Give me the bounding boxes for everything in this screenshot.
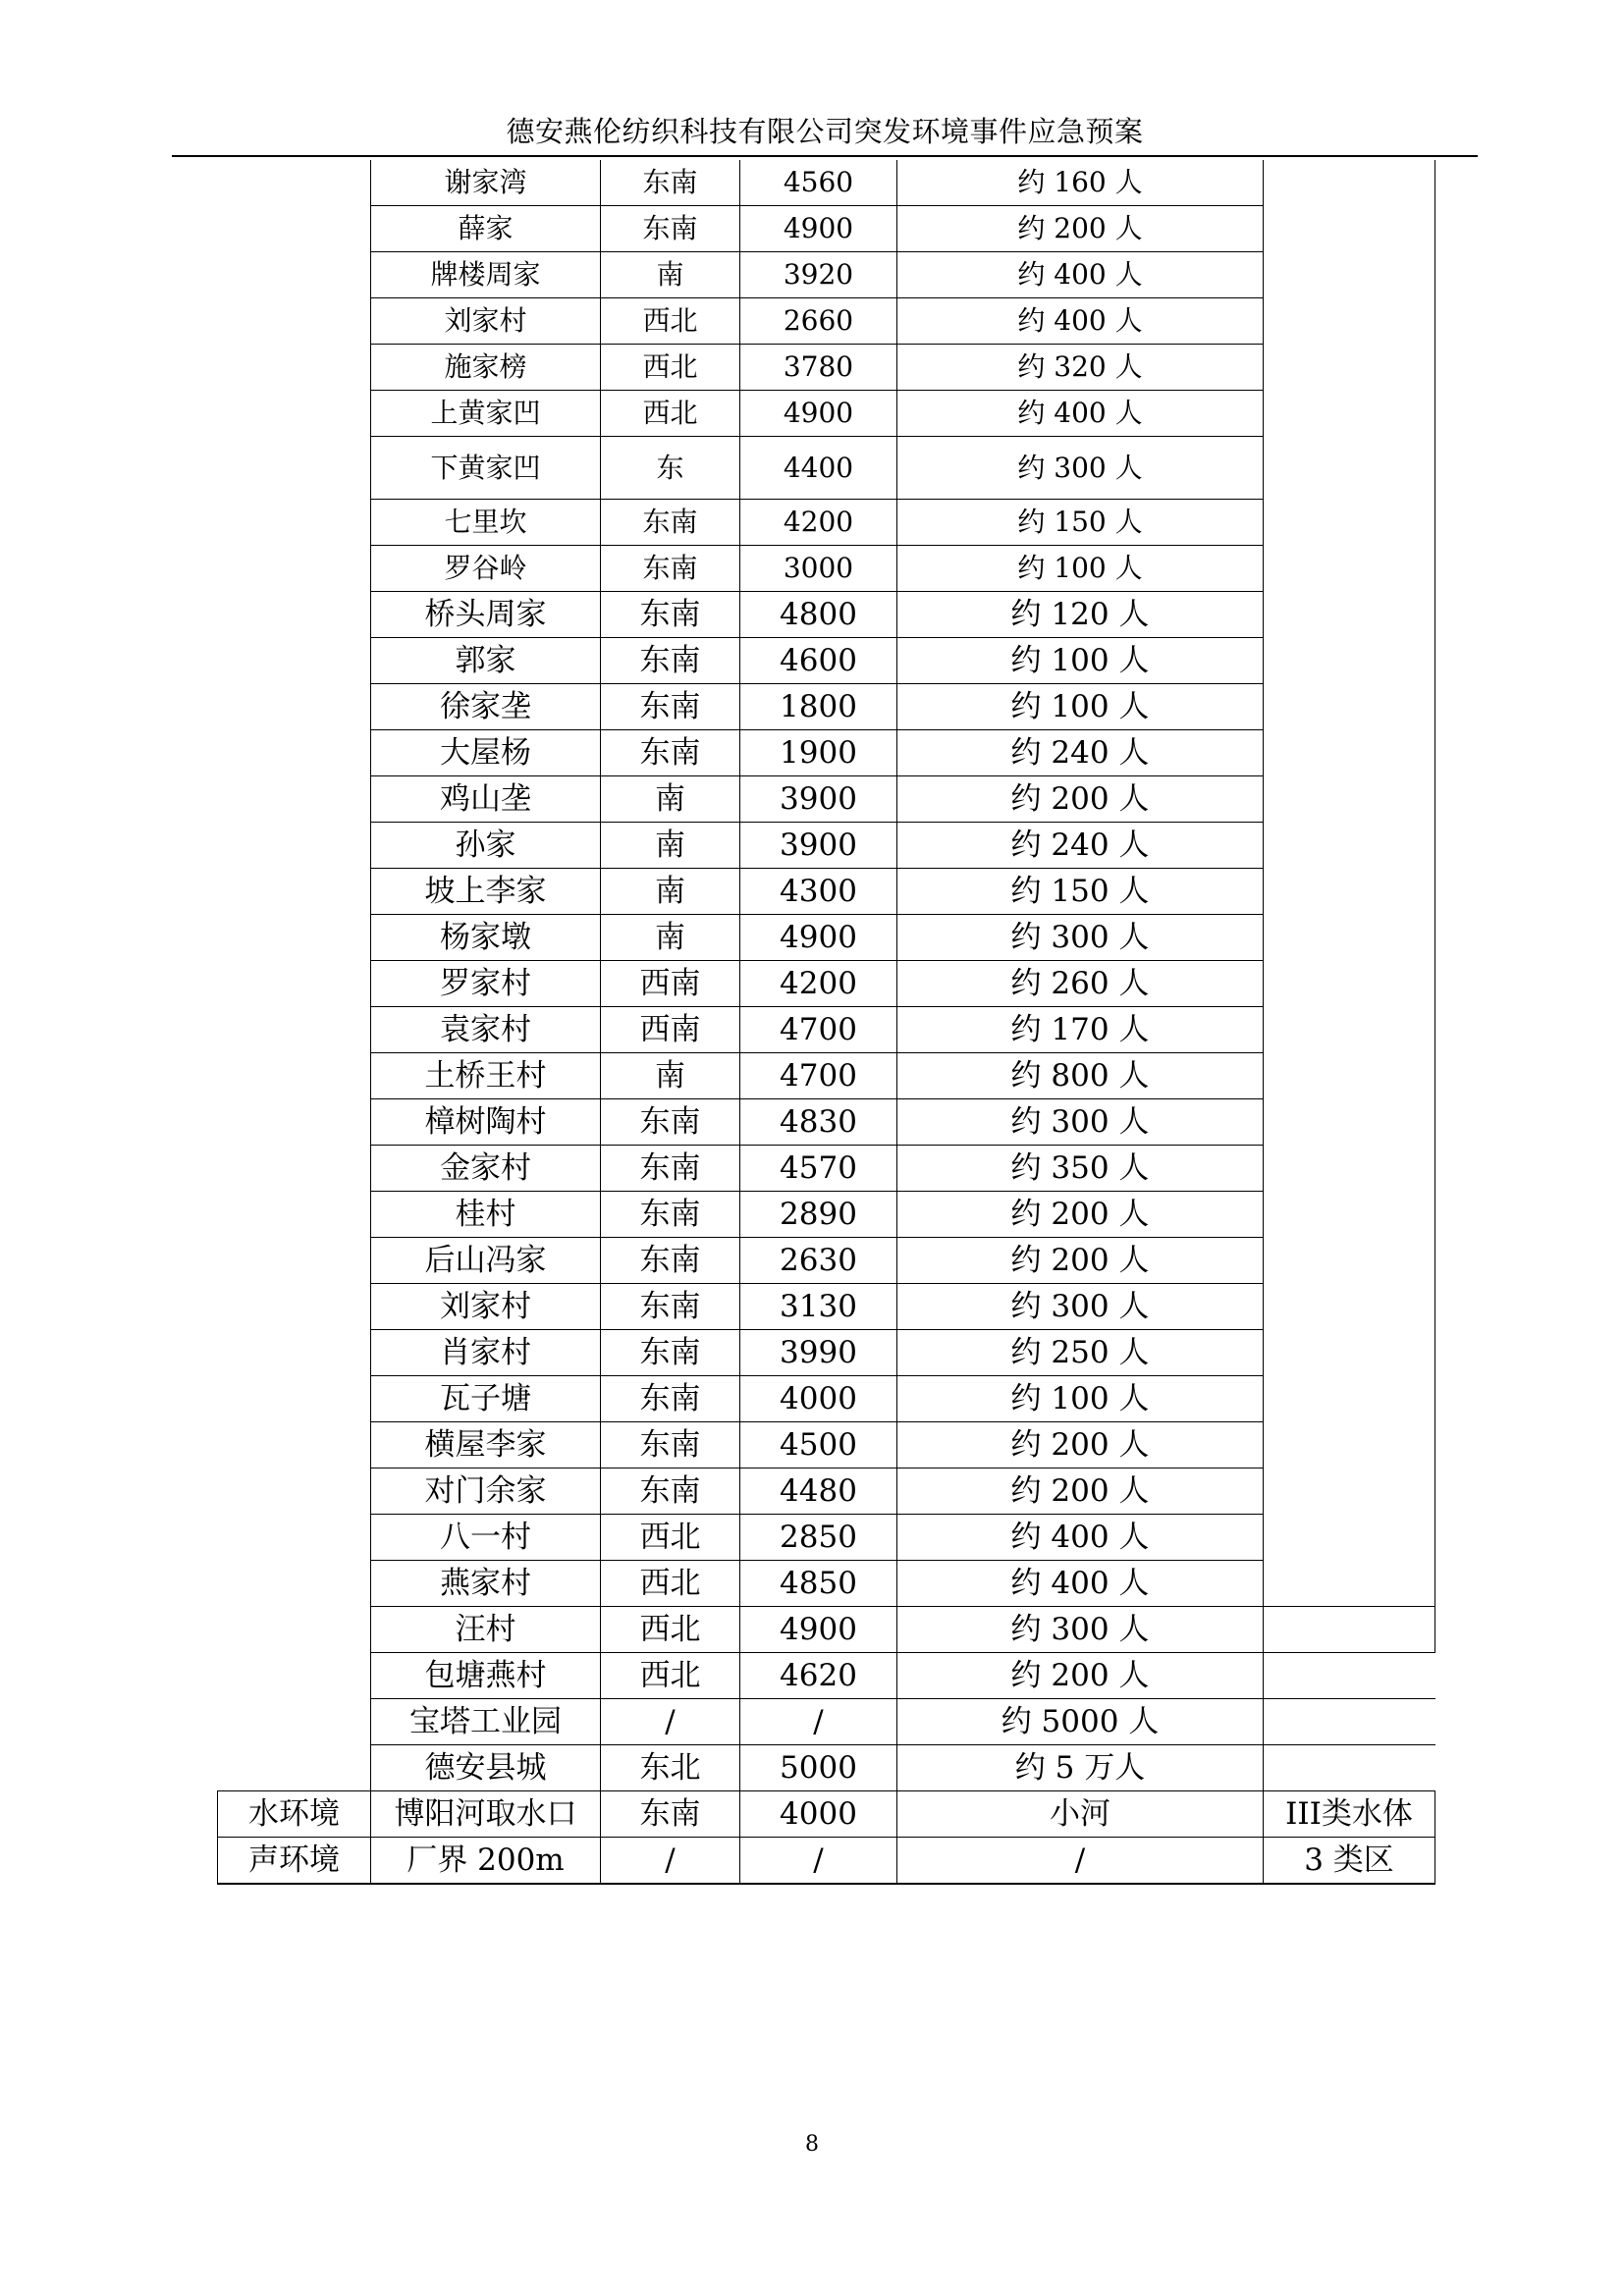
target-name-cell: 对门余家: [371, 1468, 601, 1515]
target-name-cell: 后山冯家: [371, 1238, 601, 1284]
distance-cell: 3920: [740, 252, 897, 298]
scale-cell: 约 200 人: [897, 1468, 1264, 1515]
category-cell-empty: [218, 961, 371, 1007]
distance-cell: 4850: [740, 1561, 897, 1607]
scale-cell: 约 300 人: [897, 1607, 1264, 1653]
category-cell-empty: [218, 592, 371, 638]
category-cell-empty: [218, 298, 371, 345]
table-body: [218, 160, 1435, 1884]
standard-cell-empty: [1264, 1468, 1435, 1515]
table-row: [218, 546, 1435, 592]
target-name-cell: 袁家村: [371, 1007, 601, 1053]
distance-cell: /: [740, 1699, 897, 1745]
table-row: [218, 1146, 1435, 1192]
direction-cell: 南: [601, 252, 740, 298]
distance-cell: 4620: [740, 1653, 897, 1699]
category-cell-empty: [218, 684, 371, 730]
standard-cell-empty: [1264, 638, 1435, 684]
direction-cell: 南: [601, 915, 740, 961]
table-row: [218, 1653, 1435, 1699]
distance-cell: 3900: [740, 823, 897, 869]
direction-cell: 南: [601, 869, 740, 915]
direction-cell: 东南: [601, 500, 740, 546]
standard-cell-empty: [1264, 1284, 1435, 1330]
scale-cell: 约 150 人: [897, 500, 1264, 546]
target-name-cell: 厂界 200m: [371, 1838, 601, 1885]
category-cell: 声环境: [218, 1838, 371, 1885]
standard-cell-empty: [1264, 730, 1435, 776]
scale-cell: 约 200 人: [897, 1238, 1264, 1284]
scale-cell: 约 250 人: [897, 1330, 1264, 1376]
direction-cell: 东南: [601, 160, 740, 206]
distance-cell: 4700: [740, 1053, 897, 1099]
standard-cell-empty: [1264, 1330, 1435, 1376]
target-name-cell: 谢家湾: [371, 160, 601, 206]
distance-cell: 1800: [740, 684, 897, 730]
standard-cell-empty: [1264, 298, 1435, 345]
scale-cell: 约 100 人: [897, 546, 1264, 592]
distance-cell: 2890: [740, 1192, 897, 1238]
table-row: [218, 1007, 1435, 1053]
page-number: 8: [805, 2132, 819, 2157]
distance-cell: 4560: [740, 160, 897, 206]
standard-cell-empty: [1264, 206, 1435, 252]
standard-cell: III类水体: [1264, 1791, 1435, 1838]
direction-cell: /: [601, 1838, 740, 1885]
distance-cell: 2660: [740, 298, 897, 345]
category-cell-empty: [218, 546, 371, 592]
direction-cell: 东南: [601, 1284, 740, 1330]
target-name-cell: 包塘燕村: [371, 1653, 601, 1699]
distance-cell: 3990: [740, 1330, 897, 1376]
target-name-cell: 肖家村: [371, 1330, 601, 1376]
table-row: [218, 1607, 1435, 1653]
table-row: [218, 869, 1435, 915]
table-row: [218, 915, 1435, 961]
direction-cell: 西北: [601, 298, 740, 345]
distance-cell: 4000: [740, 1376, 897, 1422]
scale-cell: 约 400 人: [897, 391, 1264, 437]
standard-cell-empty: [1264, 961, 1435, 1007]
distance-cell: 4500: [740, 1422, 897, 1468]
standard-cell-empty: [1264, 345, 1435, 391]
standard-cell-empty: [1264, 869, 1435, 915]
category-cell-empty: [218, 915, 371, 961]
scale-cell: 约 5000 人: [897, 1699, 1264, 1745]
category-cell-empty: [218, 823, 371, 869]
target-name-cell: 下黄家凹: [371, 437, 601, 500]
direction-cell: 东南: [601, 1330, 740, 1376]
category-cell-empty: [218, 1330, 371, 1376]
category-cell-empty: [218, 252, 371, 298]
category-cell-empty: [218, 1238, 371, 1284]
scale-cell: 约 800 人: [897, 1053, 1264, 1099]
scale-cell: 约 200 人: [897, 206, 1264, 252]
target-name-cell: 施家榜: [371, 345, 601, 391]
scale-cell: 约 200 人: [897, 1192, 1264, 1238]
category-cell-empty: [218, 437, 371, 500]
standard-cell-empty: [1264, 437, 1435, 500]
standard-cell-empty: [1264, 1007, 1435, 1053]
category-cell-empty: [218, 1561, 371, 1607]
table-row: [218, 1238, 1435, 1284]
table-row: [218, 206, 1435, 252]
category-cell-empty: [218, 1053, 371, 1099]
direction-cell: 西南: [601, 1007, 740, 1053]
scale-cell: 约 350 人: [897, 1146, 1264, 1192]
target-name-cell: 燕家村: [371, 1561, 601, 1607]
category-cell-empty: [218, 1422, 371, 1468]
category-cell-empty: [218, 1099, 371, 1146]
target-name-cell: 博阳河取水口: [371, 1791, 601, 1838]
scale-cell: 约 400 人: [897, 298, 1264, 345]
table-row: [218, 437, 1435, 500]
distance-cell: 4700: [740, 1007, 897, 1053]
distance-cell: 3130: [740, 1284, 897, 1330]
direction-cell: 西北: [601, 1515, 740, 1561]
direction-cell: 东南: [601, 1192, 740, 1238]
target-name-cell: 杨家墩: [371, 915, 601, 961]
standard-cell-empty: [1264, 1053, 1435, 1099]
direction-cell: 东南: [601, 684, 740, 730]
standard-cell-empty: [1264, 1099, 1435, 1146]
table-row: [218, 1745, 1435, 1791]
category-cell-empty: [218, 1192, 371, 1238]
distance-cell: 4200: [740, 500, 897, 546]
direction-cell: 东北: [601, 1745, 740, 1791]
scale-cell: 小河: [897, 1791, 1264, 1838]
target-name-cell: 樟树陶村: [371, 1099, 601, 1146]
distance-cell: /: [740, 1838, 897, 1885]
scale-cell: 约 300 人: [897, 437, 1264, 500]
target-name-cell: 罗谷岭: [371, 546, 601, 592]
distance-cell: 4200: [740, 961, 897, 1007]
scale-cell: 约 170 人: [897, 1007, 1264, 1053]
direction-cell: 西北: [601, 345, 740, 391]
standard-cell-empty: [1264, 776, 1435, 823]
standard-cell-empty: [1264, 1422, 1435, 1468]
table-row: [218, 1376, 1435, 1422]
category-cell-empty: [218, 1699, 371, 1745]
distance-cell: 4830: [740, 1099, 897, 1146]
distance-cell: 4800: [740, 592, 897, 638]
category-cell-empty: [218, 1745, 371, 1791]
table-row: [218, 1053, 1435, 1099]
distance-cell: 2850: [740, 1515, 897, 1561]
table-row: [218, 500, 1435, 546]
category-cell-empty: [218, 1653, 371, 1699]
category-cell-empty: [218, 638, 371, 684]
category-cell-empty: [218, 1284, 371, 1330]
category-cell-empty: [218, 730, 371, 776]
distance-cell: 1900: [740, 730, 897, 776]
table-row: [218, 1099, 1435, 1146]
direction-cell: 东南: [601, 1146, 740, 1192]
standard-cell-empty: [1264, 546, 1435, 592]
direction-cell: 南: [601, 776, 740, 823]
distance-cell: 4000: [740, 1791, 897, 1838]
category-cell-empty: [218, 500, 371, 546]
direction-cell: /: [601, 1699, 740, 1745]
direction-cell: 东: [601, 437, 740, 500]
distance-cell: 4900: [740, 915, 897, 961]
standard-cell-empty: [1264, 1376, 1435, 1422]
category-cell-empty: [218, 160, 371, 206]
table-row: [218, 345, 1435, 391]
standard-cell-empty: [1264, 915, 1435, 961]
water-environment-row: [218, 1791, 1435, 1838]
table-row: [218, 592, 1435, 638]
direction-cell: 东南: [601, 1238, 740, 1284]
scale-cell: 约 100 人: [897, 684, 1264, 730]
direction-cell: 西北: [601, 1561, 740, 1607]
table-row: [218, 730, 1435, 776]
distance-cell: 4300: [740, 869, 897, 915]
table-row: [218, 252, 1435, 298]
direction-cell: 东南: [601, 1791, 740, 1838]
category-cell-empty: [218, 1468, 371, 1515]
standard-cell-empty: [1264, 1238, 1435, 1284]
standard-cell-empty: [1264, 252, 1435, 298]
direction-cell: 东南: [601, 592, 740, 638]
sensitive-targets-table: [217, 160, 1435, 1885]
scale-cell: 约 240 人: [897, 730, 1264, 776]
distance-cell: 4400: [740, 437, 897, 500]
scale-cell: 约 300 人: [897, 915, 1264, 961]
direction-cell: 东南: [601, 1468, 740, 1515]
target-name-cell: 横屋李家: [371, 1422, 601, 1468]
distance-cell: 5000: [740, 1745, 897, 1791]
standard-cell-empty: [1264, 391, 1435, 437]
table-row: [218, 298, 1435, 345]
table-row: [218, 1284, 1435, 1330]
category-cell-empty: [218, 1376, 371, 1422]
distance-cell: 4570: [740, 1146, 897, 1192]
scale-cell: 约 240 人: [897, 823, 1264, 869]
target-name-cell: 八一村: [371, 1515, 601, 1561]
table-row: [218, 1561, 1435, 1607]
scale-cell: 约 200 人: [897, 776, 1264, 823]
category-cell-empty: [218, 1515, 371, 1561]
scale-cell: 约 300 人: [897, 1099, 1264, 1146]
direction-cell: 东南: [601, 1376, 740, 1422]
scale-cell: /: [897, 1838, 1264, 1885]
scale-cell: 约 160 人: [897, 160, 1264, 206]
target-name-cell: 七里坎: [371, 500, 601, 546]
table-row: [218, 823, 1435, 869]
table-row: [218, 1330, 1435, 1376]
page-header-title: 德安燕伦纺织科技有限公司突发环境事件应急预案: [506, 115, 1144, 148]
distance-cell: 3000: [740, 546, 897, 592]
category-cell-empty: [218, 869, 371, 915]
target-name-cell: 罗家村: [371, 961, 601, 1007]
scale-cell: 约 200 人: [897, 1653, 1264, 1699]
category-cell-empty: [218, 1007, 371, 1053]
target-name-cell: 孙家: [371, 823, 601, 869]
standard-cell-empty: [1264, 1699, 1435, 1745]
standard-cell-empty: [1264, 592, 1435, 638]
distance-cell: 4600: [740, 638, 897, 684]
standard-cell-empty: [1264, 1146, 1435, 1192]
direction-cell: 南: [601, 1053, 740, 1099]
scale-cell: 约 100 人: [897, 1376, 1264, 1422]
direction-cell: 西南: [601, 961, 740, 1007]
target-name-cell: 徐家垄: [371, 684, 601, 730]
distance-cell: 4480: [740, 1468, 897, 1515]
scale-cell: 约 100 人: [897, 638, 1264, 684]
target-name-cell: 薛家: [371, 206, 601, 252]
target-name-cell: 大屋杨: [371, 730, 601, 776]
target-name-cell: 桥头周家: [371, 592, 601, 638]
target-name-cell: 刘家村: [371, 1284, 601, 1330]
distance-cell: 3780: [740, 345, 897, 391]
category-cell-empty: [218, 206, 371, 252]
target-name-cell: 郭家: [371, 638, 601, 684]
direction-cell: 西北: [601, 391, 740, 437]
target-name-cell: 牌楼周家: [371, 252, 601, 298]
distance-cell: 4900: [740, 206, 897, 252]
distance-cell: 2630: [740, 1238, 897, 1284]
target-name-cell: 刘家村: [371, 298, 601, 345]
header-divider: [172, 155, 1478, 157]
target-name-cell: 德安县城: [371, 1745, 601, 1791]
direction-cell: 东南: [601, 1099, 740, 1146]
direction-cell: 东南: [601, 206, 740, 252]
target-name-cell: 汪村: [371, 1607, 601, 1653]
target-name-cell: 桂村: [371, 1192, 601, 1238]
standard-cell-empty: [1264, 160, 1435, 206]
target-name-cell: 坡上李家: [371, 869, 601, 915]
target-name-cell: 上黄家凹: [371, 391, 601, 437]
table-row: [218, 391, 1435, 437]
standard-cell-empty: [1264, 1561, 1435, 1607]
distance-cell: 4900: [740, 391, 897, 437]
category-cell-empty: [218, 345, 371, 391]
target-name-cell: 瓦子塘: [371, 1376, 601, 1422]
scale-cell: 约 320 人: [897, 345, 1264, 391]
distance-cell: 4900: [740, 1607, 897, 1653]
target-name-cell: 金家村: [371, 1146, 601, 1192]
direction-cell: 东南: [601, 638, 740, 684]
standard-cell-empty: [1264, 823, 1435, 869]
category-cell-empty: [218, 1607, 371, 1653]
table-row: [218, 1192, 1435, 1238]
table-row: [218, 961, 1435, 1007]
standard-cell-empty: [1264, 684, 1435, 730]
scale-cell: 约 400 人: [897, 1515, 1264, 1561]
scale-cell: 约 400 人: [897, 1561, 1264, 1607]
table-row: [218, 1422, 1435, 1468]
noise-environment-row: [218, 1838, 1435, 1885]
direction-cell: 东南: [601, 546, 740, 592]
standard-cell-empty: [1264, 500, 1435, 546]
direction-cell: 西北: [601, 1607, 740, 1653]
direction-cell: 东南: [601, 730, 740, 776]
standard-cell-empty: [1264, 1607, 1435, 1653]
target-name-cell: 鸡山垄: [371, 776, 601, 823]
standard-cell-empty: [1264, 1653, 1435, 1699]
category-cell-empty: [218, 776, 371, 823]
scale-cell: 约 5 万人: [897, 1745, 1264, 1791]
standard-cell-empty: [1264, 1745, 1435, 1791]
standard-cell-empty: [1264, 1515, 1435, 1561]
scale-cell: 约 200 人: [897, 1422, 1264, 1468]
scale-cell: 约 260 人: [897, 961, 1264, 1007]
category-cell-empty: [218, 391, 371, 437]
table-row: [218, 1468, 1435, 1515]
category-cell: 水环境: [218, 1791, 371, 1838]
scale-cell: 约 120 人: [897, 592, 1264, 638]
category-cell-empty: [218, 1146, 371, 1192]
table-row: [218, 638, 1435, 684]
scale-cell: 约 300 人: [897, 1284, 1264, 1330]
standard-cell-empty: [1264, 1192, 1435, 1238]
table-row: [218, 160, 1435, 206]
distance-cell: 3900: [740, 776, 897, 823]
scale-cell: 约 400 人: [897, 252, 1264, 298]
table-row: [218, 1515, 1435, 1561]
standard-cell: 3 类区: [1264, 1838, 1435, 1885]
direction-cell: 东南: [601, 1422, 740, 1468]
table-row: [218, 1699, 1435, 1745]
target-name-cell: 宝塔工业园: [371, 1699, 601, 1745]
direction-cell: 西北: [601, 1653, 740, 1699]
table-row: [218, 776, 1435, 823]
direction-cell: 南: [601, 823, 740, 869]
target-name-cell: 土桥王村: [371, 1053, 601, 1099]
scale-cell: 约 150 人: [897, 869, 1264, 915]
table-row: [218, 684, 1435, 730]
